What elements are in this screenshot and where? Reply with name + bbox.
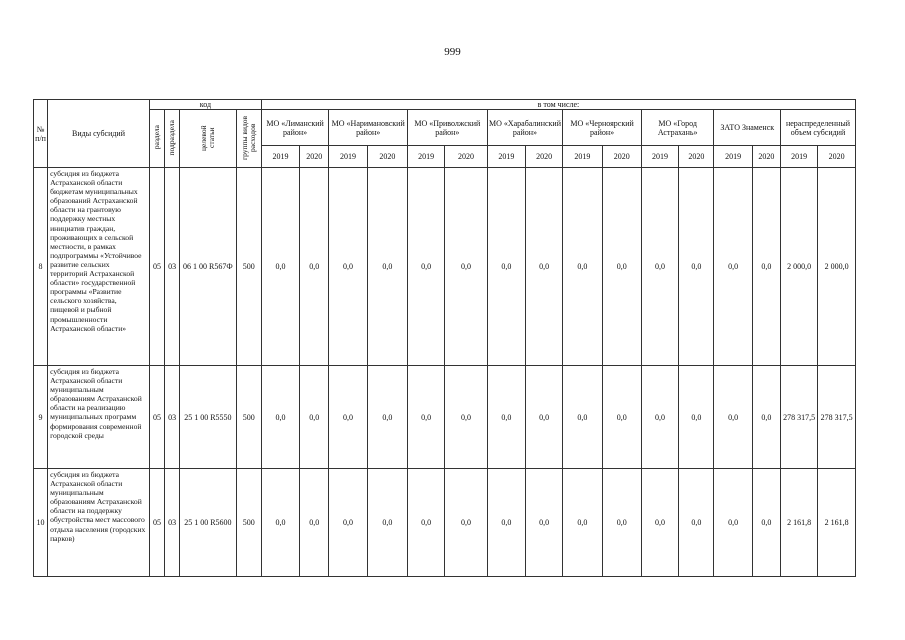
header-year: 2020 <box>445 146 487 168</box>
row-value: 0,0 <box>261 469 299 577</box>
row-value: 0,0 <box>445 366 487 469</box>
row-value: 0,0 <box>679 168 714 366</box>
row-value: 0,0 <box>752 366 780 469</box>
row-value: 0,0 <box>487 469 525 577</box>
row-value: 0,0 <box>714 168 752 366</box>
header-in-that: в том числе: <box>261 100 855 110</box>
header-year: 2019 <box>781 146 818 168</box>
header-year: 2020 <box>525 146 562 168</box>
header-group-chernoyarsky: МО «Черноярский район» <box>563 110 642 146</box>
table-row <box>34 168 856 366</box>
header-year: 2019 <box>487 146 525 168</box>
row-value: 0,0 <box>445 469 487 577</box>
row-podrazdel: 03 <box>165 168 180 366</box>
row-value: 0,0 <box>714 469 752 577</box>
row-podrazdel: 03 <box>165 469 180 577</box>
row-value: 0,0 <box>679 366 714 469</box>
row-value: 0,0 <box>408 366 445 469</box>
row-value: 0,0 <box>367 366 407 469</box>
header-kind: Виды субсидий <box>48 100 150 168</box>
row-value: 0,0 <box>602 168 641 366</box>
row-value: 0,0 <box>367 469 407 577</box>
row-value: 0,0 <box>367 168 407 366</box>
header-group-limansky: МО «Лиманский район» <box>261 110 329 146</box>
row-value: 0,0 <box>408 469 445 577</box>
row-description: субсидия из бюджета Астраханской области муниципальным образованиям Астраханской области на поддержку обустройства мест массового отдыха населения (городских парков) <box>48 469 150 577</box>
header-year: 2020 <box>679 146 714 168</box>
row-target-article: 06 1 00 R567Ф <box>180 168 236 366</box>
header-group-privolzhsky: МО «Приволжский район» <box>408 110 488 146</box>
header-year: 2020 <box>300 146 329 168</box>
row-value: 0,0 <box>329 469 367 577</box>
row-value: 0,0 <box>300 366 329 469</box>
header-stat: целевой статьи <box>180 110 236 168</box>
row-value: 0,0 <box>563 168 602 366</box>
header-year: 2019 <box>714 146 752 168</box>
header-year: 2019 <box>329 146 367 168</box>
row-value: 0,0 <box>261 168 299 366</box>
header-year: 2020 <box>752 146 780 168</box>
row-value: 278 317,5 <box>818 366 856 469</box>
header-group-kharabalinsky: МО «Харабалинский район» <box>487 110 563 146</box>
row-value: 0,0 <box>679 469 714 577</box>
row-description: субсидия из бюджета Астраханской области бюджетам муниципальных образований Астраханской области на грантовую поддержку местных инициатив граждан, проживающих в сельской местности, в рамках подпрограммы «Устойчивое развитие сельских территорий Астраханской области» государственной программы «Развитие сельского хозяйства, пищевой и рыбной промышленности Астраханской области» <box>48 168 150 366</box>
header-year: 2020 <box>602 146 641 168</box>
header-podrazdel: подраздела <box>165 110 180 168</box>
row-razdel: 05 <box>149 366 164 469</box>
row-value: 0,0 <box>752 469 780 577</box>
header-year: 2019 <box>563 146 602 168</box>
header-code: код <box>149 100 261 110</box>
row-value: 0,0 <box>487 366 525 469</box>
header-group-znamensk: ЗАТО Знаменск <box>714 110 781 146</box>
header-year: 2019 <box>261 146 299 168</box>
row-value: 278 317,5 <box>781 366 818 469</box>
row-value: 2 161,8 <box>781 469 818 577</box>
row-value: 0,0 <box>563 366 602 469</box>
row-value: 0,0 <box>641 168 678 366</box>
row-value: 0,0 <box>525 469 562 577</box>
row-expense-group: 500 <box>236 469 261 577</box>
header-num: № п/п <box>34 100 48 168</box>
row-number: 8 <box>34 168 48 366</box>
header-year: 2019 <box>641 146 678 168</box>
header-year: 2020 <box>818 146 856 168</box>
row-value: 0,0 <box>602 366 641 469</box>
row-razdel: 05 <box>149 469 164 577</box>
row-value: 0,0 <box>487 168 525 366</box>
table-row <box>34 366 856 469</box>
row-value: 0,0 <box>525 366 562 469</box>
row-value: 0,0 <box>445 168 487 366</box>
header-razdel: раздела <box>149 110 164 168</box>
header-year: 2019 <box>408 146 445 168</box>
row-number: 9 <box>34 366 48 469</box>
row-value: 2 000,0 <box>818 168 856 366</box>
row-value: 2 000,0 <box>781 168 818 366</box>
row-value: 0,0 <box>408 168 445 366</box>
row-expense-group: 500 <box>236 168 261 366</box>
row-value: 2 161,8 <box>818 469 856 577</box>
header-group-narimanovsky: МО «Наримановский район» <box>329 110 408 146</box>
row-razdel: 05 <box>149 168 164 366</box>
row-expense-group: 500 <box>236 366 261 469</box>
row-value: 0,0 <box>329 168 367 366</box>
row-value: 0,0 <box>525 168 562 366</box>
header-group-astrakhan: МО «Город Астрахань» <box>641 110 714 146</box>
row-value: 0,0 <box>602 469 641 577</box>
row-value: 0,0 <box>261 366 299 469</box>
row-value: 0,0 <box>714 366 752 469</box>
row-description: субсидия из бюджета Астраханской области муниципальным образованиям Астраханской области на реализацию муниципальных программ формирования современной городской среды <box>48 366 150 469</box>
subsidy-table <box>33 99 856 577</box>
row-target-article: 25 1 00 R5600 <box>180 469 236 577</box>
row-value: 0,0 <box>329 366 367 469</box>
header-group-unallocated: нераспределенный объем субсидий <box>781 110 856 146</box>
row-number: 10 <box>34 469 48 577</box>
header-year: 2020 <box>367 146 407 168</box>
row-value: 0,0 <box>300 469 329 577</box>
row-value: 0,0 <box>641 366 678 469</box>
row-value: 0,0 <box>563 469 602 577</box>
header-vid: группы видов расходов <box>236 110 261 168</box>
table-row <box>34 469 856 577</box>
row-value: 0,0 <box>752 168 780 366</box>
row-target-article: 25 1 00 R5550 <box>180 366 236 469</box>
row-value: 0,0 <box>300 168 329 366</box>
page-number: 999 <box>444 46 461 58</box>
row-podrazdel: 03 <box>165 366 180 469</box>
row-value: 0,0 <box>641 469 678 577</box>
